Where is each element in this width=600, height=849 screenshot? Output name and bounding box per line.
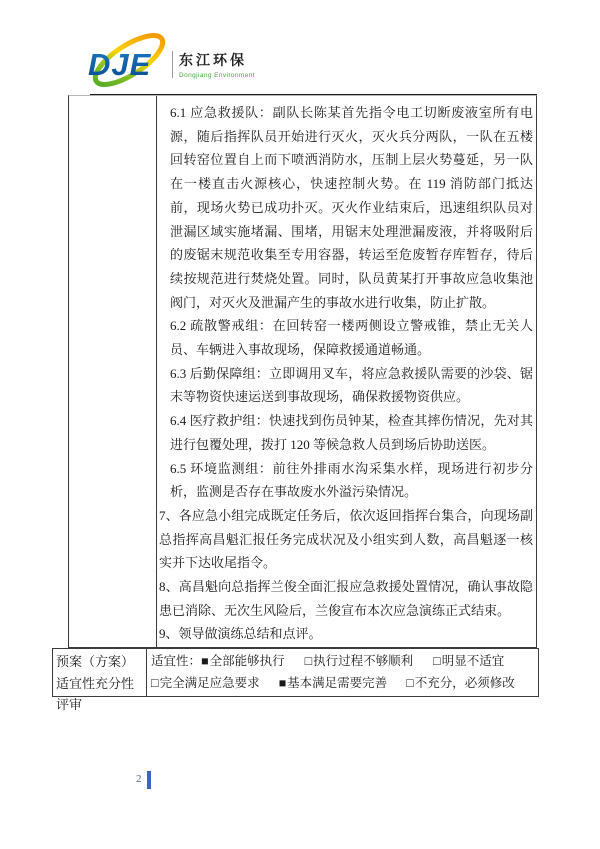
checkbox-option[interactable] <box>201 651 285 673</box>
review-label-cell: 预案（方案）适宜性充分性评审 <box>53 649 147 696</box>
suitability-prefix: 适宜性： <box>151 654 202 668</box>
procedure-paragraph: 6.5 环境监测组：前往外排雨水沟采集水样，现场进行初步分析，监测是否存在事故废水外溢污染情况。 <box>170 460 533 500</box>
procedure-paragraph: 6.3 后勤保障组：立即调用叉车，将应急救援队需要的沙袋、锯末等物资快速运送到事故现场，确保救援物资供应。 <box>170 365 533 405</box>
procedure-paragraph: 7、各应急小组完成既定任务后，依次返回指挥台集合，向现场副总指挥高昌魁汇报任务完成状况及小组实到人数，高昌魁逐一核实并下达收尾指令。 <box>159 507 533 571</box>
plan-review-row <box>52 648 539 712</box>
checkbox-option[interactable] <box>433 651 504 673</box>
checkbox-label: 全部能够执行 <box>209 654 285 668</box>
text-cursor-icon[interactable] <box>147 771 151 789</box>
checkbox-label: 明显不适宜 <box>441 654 505 668</box>
checkbox-option[interactable] <box>151 673 260 695</box>
page-number: 2 <box>136 773 142 785</box>
checkbox-icon: ■ <box>201 654 209 668</box>
checkbox-icon: □ <box>304 654 313 668</box>
company-name-cn: 东江环保 <box>179 51 247 68</box>
checkbox-icon: □ <box>433 654 441 668</box>
checkbox-option[interactable] <box>279 673 388 695</box>
checkbox-option[interactable] <box>406 673 515 695</box>
company-name-en: Dongjiang Environment <box>179 71 255 79</box>
company-logo <box>88 30 255 92</box>
checkbox-label: 不充分，必须修改 <box>414 675 515 690</box>
procedure-paragraph: 6.4 医疗救护组：快速找到伤员钟某，检查其摔伤情况，先对其进行包覆处理，拨打 120 等候急救人员到场后协助送医。 <box>170 413 533 452</box>
procedure-paragraph: 6.2 疏散警戒组：在回转窑一楼两侧设立警戒锥，禁止无关人员、车辆进入事故现场，保障救援通道畅通。 <box>170 318 533 358</box>
logo-divider <box>172 51 173 78</box>
checkbox-icon: □ <box>406 675 414 690</box>
checkbox-icon: □ <box>151 675 159 690</box>
table-left-column-cell <box>69 96 157 647</box>
logo-swoosh-icon <box>88 30 170 92</box>
review-options-cell <box>147 649 538 696</box>
procedure-paragraph: 9、领导做演练总结和点评。 <box>159 626 322 642</box>
checkbox-label: 完全满足应急要求 <box>159 675 260 690</box>
procedure-text-cell[interactable] <box>157 96 536 647</box>
checkbox-label: 执行过程不够顺利 <box>313 654 414 668</box>
drill-record-table-main-row <box>68 95 537 648</box>
logo-monogram: DJE <box>88 47 152 82</box>
checkbox-icon: ■ <box>278 675 287 690</box>
procedure-paragraph: 8、高昌魁向总指挥兰俊全面汇报应急救援处置情况，确认事故隐患已消除、无次生风险后，兰俊宣布本次应急演练正式结束。 <box>159 579 533 618</box>
procedure-paragraph: 6.1 应急救援队：副队长陈某首先指令电工切断废液室所有电源，随后指挥队员开始进行灭火，灭火兵分两队，一队在五楼回转窑位置自上而下喷洒消防水，压制上层火势蔓延，另一队在一楼直击火源核心，快速控制火势。在 119 消防部门抵达前，现场火势已成功扑灭。灭火作业结束后，迅速组织队员对泄漏区域实施堵漏、围堵，用锯末处理泄漏废液，并将吸附后的废锯末规范收集至专用容器，转运至危废暂存库暂存，待后续按规范进行焚烧处置。同时，队员黄某打开事故应急收集池阀门，对灭火及泄漏产生的事故水进行收集，防止扩散。 <box>170 105 533 310</box>
adequacy-options-line <box>151 673 536 695</box>
checkbox-label: 基本满足需要完善 <box>287 675 388 690</box>
checkbox-option[interactable] <box>305 651 414 673</box>
suitability-options-line <box>151 651 536 673</box>
